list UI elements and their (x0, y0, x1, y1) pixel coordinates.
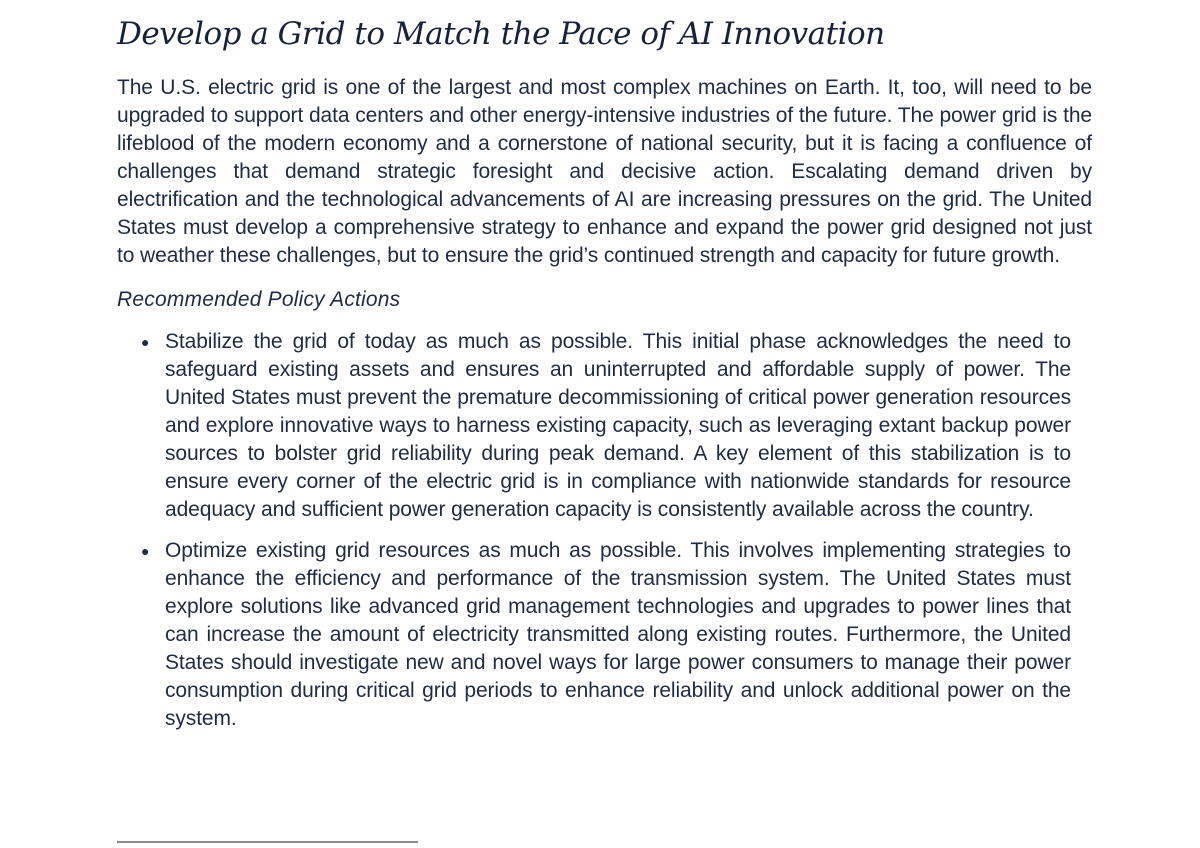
bullet-text-optimize: Optimize existing grid resources as much as possible. This involves implementing strategies to enhance the efficiency and performance of the transmission system. The United States must explore solutions like advanced grid management technologies and upgrades to power lines that can increase the amount of electricity transmitted along existing routes. Furthermore, the United States should investigate new and novel ways for large power consumers to manage their power consumption during critical grid periods to enhance reliability and unlock additional power on the system. (165, 539, 1071, 730)
list-item (140, 537, 1071, 733)
policy-actions-list (117, 328, 1092, 733)
intro-paragraph: The U.S. electric grid is one of the largest and most complex machines on Earth. It, too, will need to be upgraded to support data centers and other energy-intensive industries of the future. The power grid is the lifeblood of the modern economy and a cornerstone of national security, but it is facing a confluence of challenges that demand strategic foresight and decisive action. Escalating demand driven by electrification and the technological advancements of AI are increasing pressures on the grid. The United States must develop a comprehensive strategy to enhance and expand the power grid designed not just to weather these challenges, but to ensure the grid’s continued strength and capacity for future growth. (117, 76, 1092, 267)
bullet-icon: ● (141, 543, 150, 559)
recommended-policy-actions-heading: Recommended Policy Actions (117, 288, 401, 311)
page-title: Develop a Grid to Match the Pace of AI Innovation (117, 16, 885, 52)
bullet-icon: ● (141, 334, 150, 350)
list-item (140, 328, 1071, 524)
bullet-text-stabilize: Stabilize the grid of today as much as possible. This initial phase acknowledges the need to safeguard existing assets and ensures an uninterrupted and affordable supply of power. The United States must prevent the premature decommissioning of critical power generation resources and explore innovative ways to harness existing capacity, such as leveraging extant backup power sources to bolster grid reliability during peak demand. A key element of this stabilization is to ensure every corner of the electric grid is in compliance with nationwide standards for resource adequacy and sufficient power generation capacity is consistently available across the country. (165, 330, 1071, 521)
footnote-separator (117, 841, 418, 843)
